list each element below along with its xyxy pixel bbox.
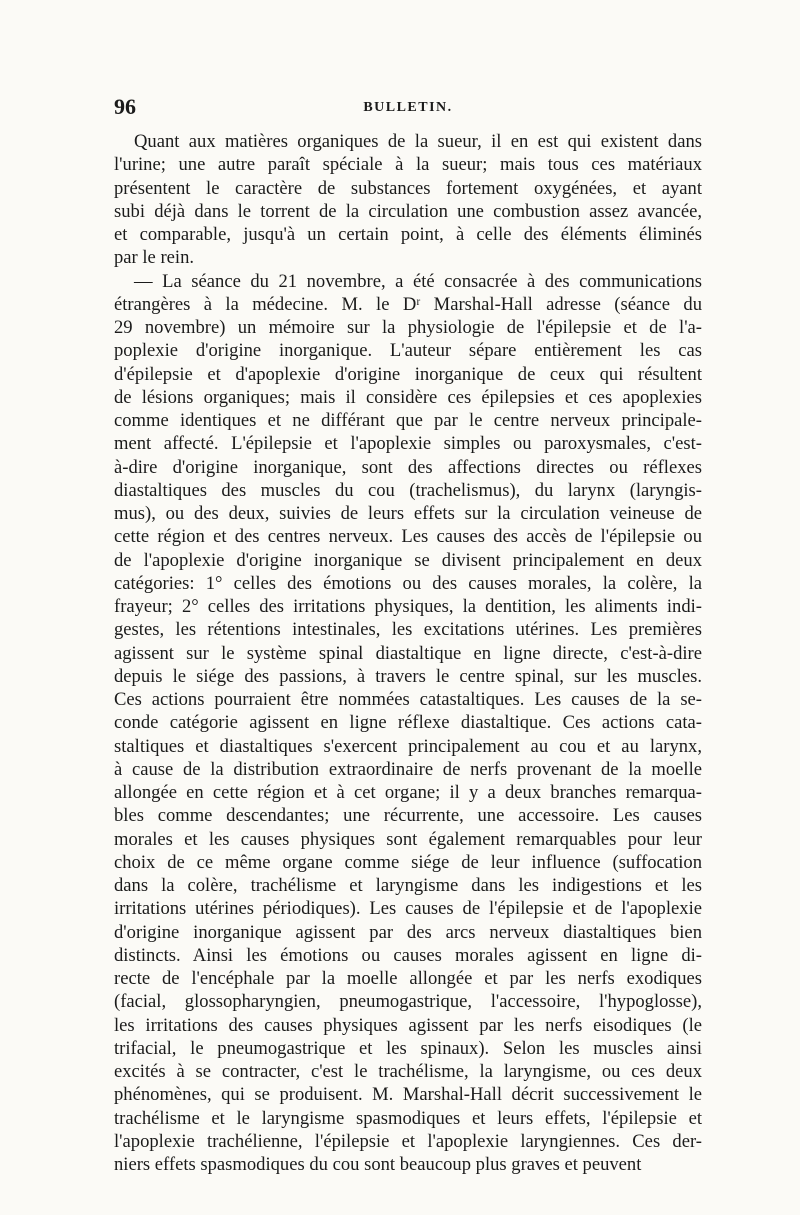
text-line: gestes, les rétentions intestinales, les excitations utérines. Les premières bbox=[114, 619, 702, 641]
text-line: — La séance du 21 novembre, a été consacrée à des communications bbox=[134, 270, 702, 292]
text-line: agissent sur le système spinal diastaltique en ligne directe, c'est-à-dire bbox=[114, 642, 702, 664]
text-line: d'épilepsie et d'apoplexie d'origine inorganique de ceux qui résultent bbox=[114, 363, 702, 385]
text-line: trachélisme et le laryngisme spasmodiques et leurs effets, l'épilepsie et bbox=[114, 1107, 702, 1129]
text-line: conde catégorie agissent en ligne réflexe diastaltique. Ces actions cata- bbox=[114, 712, 702, 734]
text-line: recte de l'encéphale par la moelle allongée et par les nerfs exodiques bbox=[114, 968, 702, 989]
text-line: niers effets spasmodiques du cou sont beaucoup plus graves et peuvent bbox=[114, 1154, 642, 1175]
text-line: à-dire d'origine inorganique, sont des affections directes ou réflexes bbox=[114, 456, 702, 478]
text-line: dans la colère, trachélisme et laryngisme dans les indigestions et les bbox=[114, 875, 702, 896]
text-line: excités à se contracter, c'est le trachélisme, la laryngisme, ou ces deux bbox=[114, 1061, 702, 1082]
text-line: staltiques et diastaltiques s'exercent principalement au cou et au larynx, bbox=[114, 735, 702, 757]
text-line: poplexie d'origine inorganique. L'auteur sépare entièrement les cas bbox=[114, 340, 702, 362]
text-line: étrangères à la médecine. M. le Dʳ Marshal-Hall adresse (séance du bbox=[114, 293, 702, 315]
text-line: Quant aux matières organiques de la sueur, il en est qui existent dans bbox=[134, 131, 702, 152]
text-line: allongée en cette région et à cet organe; il y a deux branches remarqua- bbox=[114, 782, 702, 803]
page-header bbox=[114, 94, 702, 130]
running-head: BULLETIN. bbox=[363, 100, 453, 115]
text-line: comme identiques et ne différant que par le centre nerveux principale- bbox=[114, 410, 702, 431]
text-line: ment affecté. L'épilepsie et l'apoplexie simples ou paroxysmales, c'est- bbox=[114, 433, 702, 455]
text-line: subi déjà dans le torrent de la circulation une combustion assez avancée, bbox=[114, 200, 702, 222]
text-line: d'origine inorganique agissent par des arcs nerveux diastaltiques bien bbox=[114, 921, 702, 943]
text-line: diastaltiques des muscles du cou (trachelismus), du larynx (laryngis- bbox=[114, 479, 702, 501]
text-line: distincts. Ainsi les émotions ou causes morales agissent en ligne di- bbox=[114, 944, 702, 966]
paragraph-1 bbox=[114, 130, 702, 270]
paragraph-2 bbox=[114, 270, 702, 1177]
text-line: choix de ce même organe comme siége de leur influence (suffocation bbox=[114, 851, 702, 873]
text-line: catégories: 1° celles des émotions ou des causes morales, la colère, la bbox=[114, 572, 702, 594]
body-text bbox=[114, 130, 702, 1176]
text-line: à cause de la distribution extraordinaire de nerfs provenant de la moelle bbox=[114, 758, 702, 780]
text-line: Ces actions pourraient être nommées catastaltiques. Les causes de la se- bbox=[114, 689, 702, 710]
text-line: de lésions organiques; mais il considère ces épilepsies et ces apoplexies bbox=[114, 386, 702, 408]
text-line: les irritations des causes physiques agissent par les nerfs eisodiques (le bbox=[114, 1014, 702, 1036]
text-line: l'urine; une autre paraît spéciale à la sueur; mais tous ces matériaux bbox=[114, 154, 702, 176]
text-line: frayeur; 2° celles des irritations physiques, la dentition, les aliments indi- bbox=[114, 596, 702, 617]
page-number: 96 bbox=[114, 94, 136, 119]
text-line: l'apoplexie trachélienne, l'épilepsie et l'apoplexie laryngiennes. Ces der- bbox=[114, 1130, 702, 1152]
text-line: morales et les causes physiques sont également remarquables pour leur bbox=[114, 828, 702, 850]
text-line: par le rein. bbox=[114, 247, 195, 269]
text-line: présentent le caractère de substances fortement oxygénées, et ayant bbox=[114, 177, 702, 199]
text-line: phénomènes, qui se produisent. M. Marshal-Hall décrit successivement le bbox=[114, 1084, 702, 1106]
text-line: cette région et des centres nerveux. Les causes des accès de l'épilepsie ou bbox=[114, 526, 702, 548]
text-line: et comparable, jusqu'à un certain point, à celle des éléments éliminés bbox=[114, 224, 702, 245]
book-page bbox=[114, 94, 702, 1176]
text-line: de l'apoplexie d'origine inorganique se divisent principalement en deux bbox=[114, 549, 702, 571]
text-line: bles comme descendantes; une récurrente, une accessoire. Les causes bbox=[114, 805, 702, 827]
text-line: irritations utérines périodiques). Les causes de l'épilepsie et de l'apoplexie bbox=[114, 898, 702, 920]
text-line: 29 novembre) un mémoire sur la physiologie de l'épilepsie et de l'a- bbox=[114, 317, 702, 338]
text-line: depuis le siége des passions, à travers le centre spinal, sur les muscles. bbox=[114, 665, 702, 687]
text-line: (facial, glossopharyngien, pneumogastrique, l'accessoire, l'hypoglosse), bbox=[114, 991, 702, 1013]
text-line: trifacial, le pneumogastrique et les spinaux). Selon les muscles ainsi bbox=[114, 1037, 702, 1059]
text-line: mus), ou des deux, suivies de leurs effets sur la circulation veineuse de bbox=[114, 503, 702, 524]
